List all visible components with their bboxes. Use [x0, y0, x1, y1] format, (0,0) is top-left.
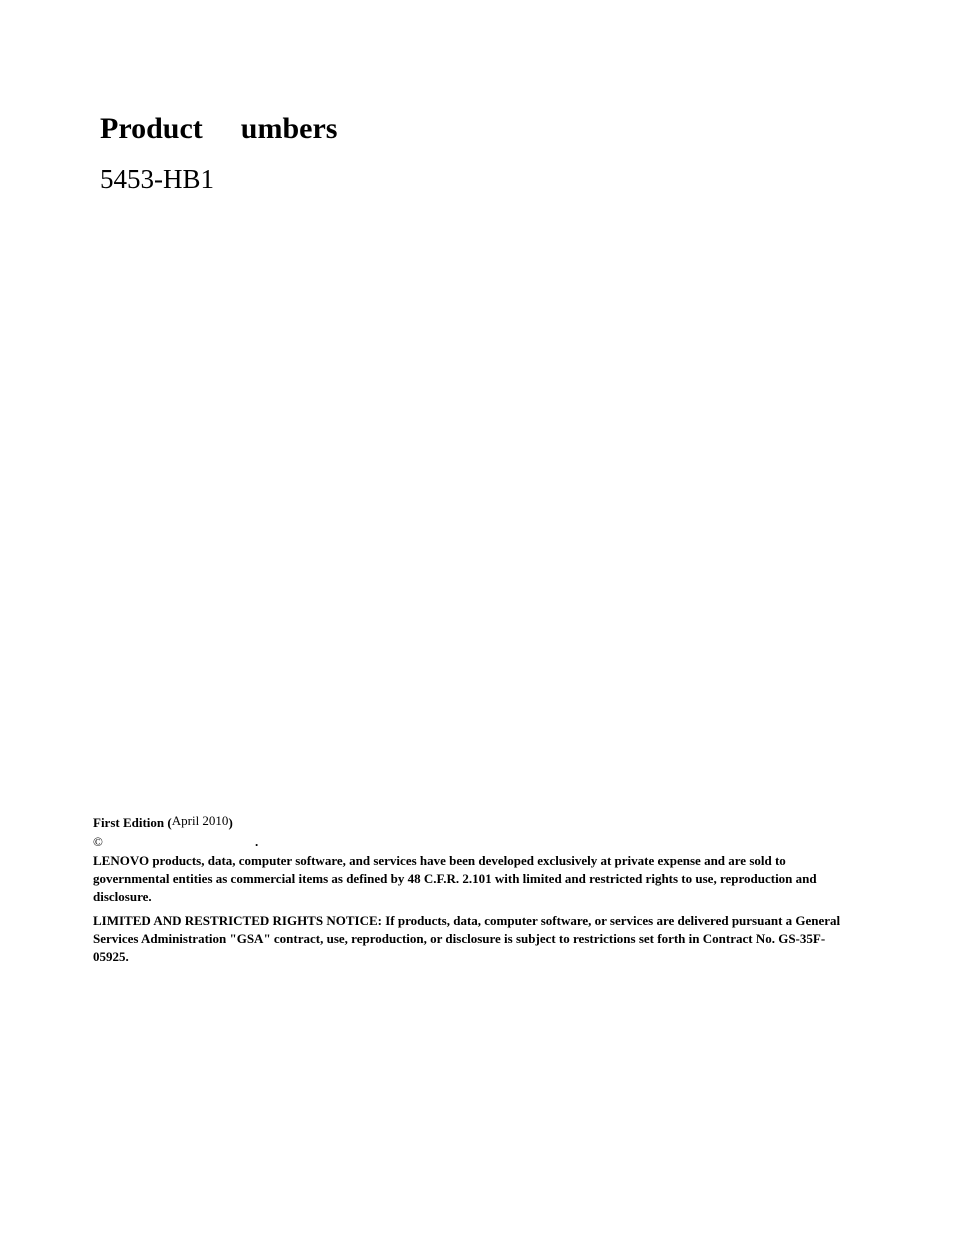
copyright-symbol: ©	[93, 834, 103, 849]
copyright-line	[93, 832, 853, 852]
edition-line	[93, 810, 853, 832]
title-word-product: Product	[100, 112, 203, 145]
product-number: 5453-HB1	[100, 164, 214, 194]
legal-notice	[93, 810, 853, 972]
legal-paragraph-restricted-rights: LIMITED AND RESTRICTED RIGHTS NOTICE: If products, data, computer software, or services are delivered pursuant a General Services Administration "GSA" contract, use, reproduction, or disclosure is subject to restrictions set forth in Contract No. GS-35F-05925.	[93, 913, 841, 964]
edition-date: April 2010	[171, 813, 229, 828]
edition-close: )	[228, 815, 233, 830]
page-title	[100, 111, 337, 147]
edition-label: First Edition (	[93, 815, 172, 830]
legal-paragraph-commercial: LENOVO products, data, computer software, and services have been developed exclusively at private expense and are sold to governmental entities as commercial items as defined by 48 C.F.R. 2.101 with limited and restricted rights to use, reproduction and disclosure.	[93, 853, 817, 904]
copyright-dot: .	[255, 834, 259, 849]
title-word-umbers: umbers	[240, 112, 338, 145]
